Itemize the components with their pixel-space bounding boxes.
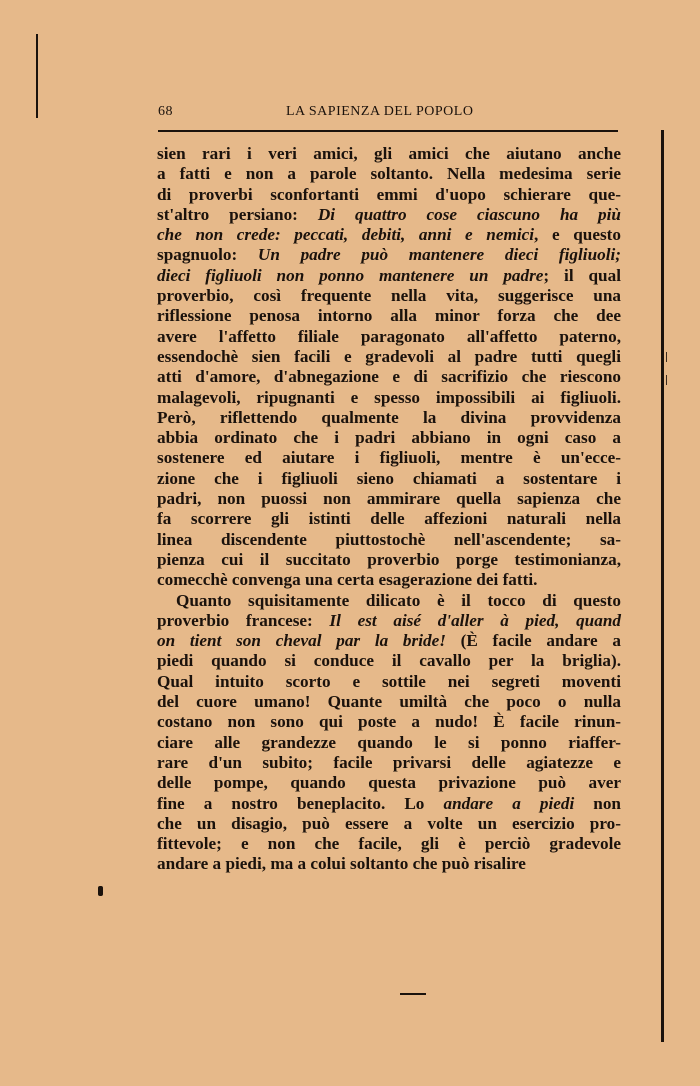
text-line: spagnuolo: Un padre può mantenere dieci figliuoli; [157,245,621,265]
text-line: fa scorrere gli istinti delle affezioni naturali nella [157,509,621,529]
text-line: che un disagio, può essere a volte un esercizio pro- [157,813,621,833]
text-line: on tient son cheval par la bride! (È facile andare a [157,631,621,651]
text-line: Qual intuito scorto e sottile nei segreti moventi [157,671,621,691]
text-line: a fatti e non a parole soltanto. Nella medesima serie [157,164,621,184]
text-line: che non crede: peccati, debiti, anni e nemici, e questo [157,225,621,245]
text-line: proverbio francese: Il est aisé d'aller à pied, quand [157,610,621,630]
margin-tick [666,352,667,362]
text-line: costano non sono qui poste a nudo! È facile rinun- [157,712,621,732]
text-line: atti d'amore, d'abnegazione e di sacrifizio che riescono [157,367,621,387]
margin-dot [98,886,103,896]
header-rule [158,130,618,132]
text-line: st'altro persiano: Di quattro cose ciascuno ha più [157,204,621,224]
margin-tick [666,375,667,385]
page-number: 68 [158,104,173,119]
running-title: LA SAPIENZA DEL POPOLO [286,104,474,119]
body-text [157,144,621,875]
text-line: fine a nostro beneplacito. Lo andare a piedi non [157,793,621,813]
text-line: dieci figliuoli non ponno mantenere un padre; il qual [157,265,621,285]
text-line: abbia ordinato che i padri abbiano in ogni caso a [157,428,621,448]
text-line: sostenere ed aiutare i figliuoli, mentre è un'ecce- [157,448,621,468]
text-line: del cuore umano! Quante umiltà che poco o nulla [157,692,621,712]
text-line: avere l'affetto filiale paragonato all'affetto paterno, [157,326,621,346]
text-line: piedi quando si conduce il cavallo per la briglia). [157,651,621,671]
text-line: zione che i figliuoli sieno chiamati a sostentare i [157,468,621,488]
text-line: rare d'un subito; facile privarsi delle agiatezze e [157,752,621,772]
text-line: ciare alle grandezze quando le si ponno riaffer- [157,732,621,752]
text-line: malagevoli, ripugnanti e spesso impossibili ai figliuoli. [157,387,621,407]
text-line: Quanto squisitamente dilicato è il tocco di questo [176,590,621,610]
text-line: pienza cui il succitato proverbio porge testimonianza, [157,549,621,569]
text-line: padri, non puossi non ammirare quella sapienza che [157,489,621,509]
text-line: delle pompe, quando questa privazione può aver [157,773,621,793]
text-line: riflessione penosa intorno alla minor forza che dee [157,306,621,326]
bottom-dash [400,993,426,995]
page-edge-line [661,130,664,1042]
text-line: proverbio, così frequente nella vita, suggerisce una [157,286,621,306]
text-line: andare a piedi, ma a colui soltanto che può risalire [157,854,526,874]
text-line: linea discendente piuttostochè nell'ascendente; sa- [157,529,621,549]
text-line: di proverbi sconfortanti emmi d'uopo schierare que- [157,184,621,204]
text-line: Però, riflettendo qualmente la divina provvidenza [157,407,621,427]
text-line: fittevole; e non che facile, gli è perciò gradevole [157,834,621,854]
text-line: comecchè convenga una certa esagerazione dei fatti. [157,570,538,590]
margin-mark-left [36,34,38,118]
text-line: sien rari i veri amici, gli amici che aiutano anche [157,144,621,163]
page-header [158,104,620,126]
text-line: essendochè sien facili e gradevoli al padre tutti quegli [157,346,621,366]
